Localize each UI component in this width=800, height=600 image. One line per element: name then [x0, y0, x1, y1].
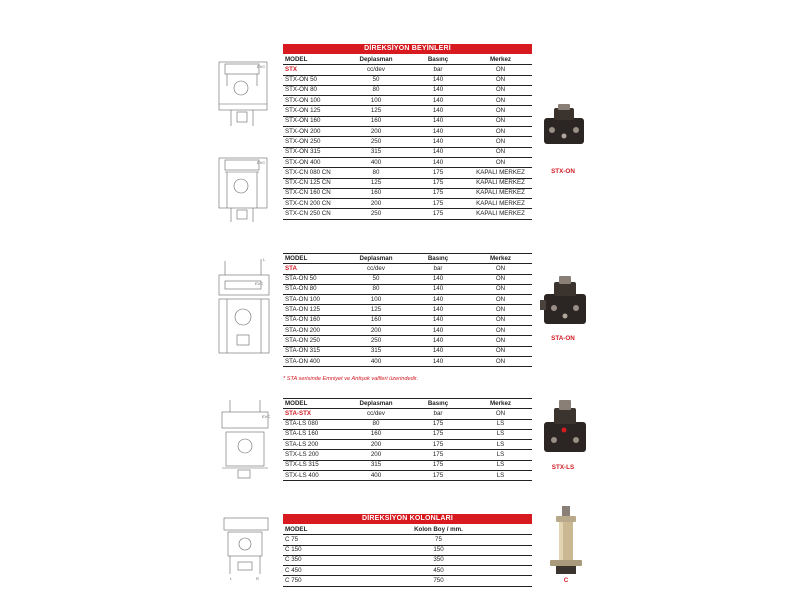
table-row — [283, 326, 532, 336]
cell-center: LS — [469, 471, 532, 481]
cell-center: LS — [469, 460, 532, 470]
cell-model: C 450 — [283, 566, 345, 576]
table-row — [283, 157, 532, 167]
cell-displacement: 315 — [345, 460, 407, 470]
product-caption-stx-ls: STX-LS — [551, 464, 575, 471]
table-header-row — [283, 254, 532, 264]
schematic-sta-stx-ls — [218, 398, 273, 483]
table-row — [283, 295, 532, 305]
cell-pressure: 175 — [407, 450, 469, 460]
series-name: STA-STX — [283, 409, 345, 419]
table-row — [283, 566, 532, 576]
cell-pressure: 140 — [407, 305, 469, 315]
cell-center: ON — [469, 336, 532, 346]
col-header-center: Merkez — [469, 55, 532, 65]
cell-pressure: 140 — [407, 346, 469, 356]
table-stx — [283, 55, 532, 220]
cell-pressure: 175 — [407, 429, 469, 439]
cell-displacement: 160 — [345, 429, 407, 439]
series-unit-displacement: cc/dev — [345, 264, 407, 274]
table-row — [283, 199, 532, 209]
cell-pressure: 140 — [407, 106, 469, 116]
cell-displacement: 400 — [345, 356, 407, 366]
table-header-row — [283, 55, 532, 65]
cell-pressure: 175 — [407, 440, 469, 450]
cell-displacement: 200 — [345, 450, 407, 460]
cell-column-length: 350 — [345, 555, 532, 565]
table-row — [283, 116, 532, 126]
schematic-label: L — [263, 257, 266, 262]
cell-center: LS — [469, 429, 532, 439]
cell-model: C 75 — [283, 535, 345, 545]
cell-displacement: 125 — [345, 305, 407, 315]
table-row — [283, 305, 532, 315]
table-row — [283, 178, 532, 188]
cell-model: STX-ON 160 — [283, 116, 345, 126]
cell-displacement: 100 — [345, 295, 407, 305]
cell-center: KAPALI MERKEZ — [469, 188, 532, 198]
schematic-sta-on — [215, 255, 275, 365]
product-photo-sta-on — [540, 276, 590, 328]
cell-pressure: 140 — [407, 284, 469, 294]
cell-pressure: 140 — [407, 157, 469, 167]
col-header-model: MODEL — [283, 525, 345, 535]
table-row — [283, 336, 532, 346]
col-header-displacement: Deplasman — [345, 254, 407, 264]
cell-pressure: 175 — [407, 209, 469, 219]
cell-center: KAPALI MERKEZ — [469, 199, 532, 209]
cell-model: STA-ON 400 — [283, 356, 345, 366]
cell-model: STX-LS 315 — [283, 460, 345, 470]
cell-displacement: 250 — [345, 137, 407, 147]
table-row — [283, 460, 532, 470]
cell-center: LS — [469, 450, 532, 460]
cell-model: STA-ON 315 — [283, 346, 345, 356]
cell-model: STA-ON 80 — [283, 284, 345, 294]
series-unit-displacement: cc/dev — [345, 409, 407, 419]
table-row — [283, 96, 532, 106]
schematic-stx-on-1 — [215, 56, 270, 131]
col-header-center: Merkez — [469, 399, 532, 409]
cell-pressure: 140 — [407, 127, 469, 137]
cell-center: ON — [469, 147, 532, 157]
series-name: STA — [283, 264, 345, 274]
series-unit-displacement: cc/dev — [345, 65, 407, 75]
cell-model: STA-ON 160 — [283, 315, 345, 325]
cell-center: LS — [469, 440, 532, 450]
cell-displacement: 160 — [345, 188, 407, 198]
table-row — [283, 188, 532, 198]
cell-displacement: 315 — [345, 346, 407, 356]
table-row — [283, 555, 532, 565]
cell-displacement: 250 — [345, 209, 407, 219]
cell-center: KAPALI MERKEZ — [469, 168, 532, 178]
cell-model: STX-ON 400 — [283, 157, 345, 167]
cell-displacement: 200 — [345, 326, 407, 336]
cell-pressure: 140 — [407, 295, 469, 305]
cell-model: STA-LS 080 — [283, 419, 345, 429]
cell-pressure: 140 — [407, 336, 469, 346]
cell-displacement: 200 — [345, 127, 407, 137]
col-header-pressure: Basınç — [407, 55, 469, 65]
cell-displacement: 80 — [345, 168, 407, 178]
section-title-steering-columns: DİREKSİYON KOLONLARI — [283, 514, 532, 524]
table-row — [283, 346, 532, 356]
cell-model: STX-ON 315 — [283, 147, 345, 157]
cell-pressure: 140 — [407, 315, 469, 325]
cell-model: STA-LS 200 — [283, 440, 345, 450]
schematic-label: EVC — [255, 281, 264, 286]
cell-displacement: 50 — [345, 274, 407, 284]
product-caption-column-c: C — [563, 577, 569, 584]
cell-displacement: 50 — [345, 75, 407, 85]
series-name: STX — [283, 65, 345, 75]
cell-center: KAPALI MERKEZ — [469, 209, 532, 219]
schematic-steering-column — [218, 514, 273, 582]
table-sta — [283, 253, 532, 367]
cell-center: ON — [469, 346, 532, 356]
cell-column-length: 450 — [345, 566, 532, 576]
cell-model: STA-ON 100 — [283, 295, 345, 305]
col-header-center: Merkez — [469, 254, 532, 264]
cell-model: STX-CN 250 CN — [283, 209, 345, 219]
cell-displacement: 160 — [345, 116, 407, 126]
section-title-steering-units: DİREKSİYON BEYİNLERİ — [283, 44, 532, 54]
schematic-label: L — [230, 576, 233, 581]
table-row — [283, 440, 532, 450]
product-caption-sta-on: STA-ON — [551, 335, 575, 342]
cell-center: ON — [469, 274, 532, 284]
cell-pressure: 140 — [407, 85, 469, 95]
cell-model: STX-ON 125 — [283, 106, 345, 116]
cell-center: ON — [469, 116, 532, 126]
cell-center: KAPALI MERKEZ — [469, 178, 532, 188]
table-row — [283, 284, 532, 294]
table-row — [283, 85, 532, 95]
series-unit-pressure: bar — [407, 409, 469, 419]
col-header-pressure: Basınç — [407, 399, 469, 409]
schematic-label: EVC — [257, 64, 266, 69]
table-row — [283, 274, 532, 284]
cell-model: STA-ON 50 — [283, 274, 345, 284]
cell-model: STA-LS 160 — [283, 429, 345, 439]
cell-displacement: 400 — [345, 157, 407, 167]
cell-model: STX-ON 250 — [283, 137, 345, 147]
cell-center: ON — [469, 75, 532, 85]
cell-pressure: 175 — [407, 199, 469, 209]
cell-column-length: 150 — [345, 545, 532, 555]
cell-model: STX-LS 200 — [283, 450, 345, 460]
cell-center: ON — [469, 106, 532, 116]
table-header-row — [283, 399, 532, 409]
cell-model: STX-ON 80 — [283, 85, 345, 95]
cell-displacement: 315 — [345, 147, 407, 157]
product-photo-stx-on — [540, 104, 590, 148]
series-row — [283, 264, 532, 274]
table-row — [283, 429, 532, 439]
cell-center: ON — [469, 157, 532, 167]
cell-center: ON — [469, 305, 532, 315]
cell-column-length: 75 — [345, 535, 532, 545]
table-row — [283, 356, 532, 366]
cell-center: LS — [469, 419, 532, 429]
table-row — [283, 106, 532, 116]
cell-pressure: 140 — [407, 75, 469, 85]
series-row — [283, 409, 532, 419]
product-photo-column-c — [546, 506, 586, 576]
cell-model: C 150 — [283, 545, 345, 555]
col-header-model: MODEL — [283, 399, 345, 409]
table-sta-stx-ls — [283, 398, 532, 481]
cell-pressure: 175 — [407, 188, 469, 198]
cell-model: STX-LS 400 — [283, 471, 345, 481]
cell-model: STA-ON 250 — [283, 336, 345, 346]
series-unit-pressure: bar — [407, 65, 469, 75]
cell-displacement: 125 — [345, 106, 407, 116]
cell-center: ON — [469, 85, 532, 95]
cell-displacement: 100 — [345, 96, 407, 106]
cell-model: STX-ON 100 — [283, 96, 345, 106]
series-unit-pressure: bar — [407, 264, 469, 274]
cell-displacement: 80 — [345, 419, 407, 429]
table-row — [283, 450, 532, 460]
table-row — [283, 315, 532, 325]
cell-pressure: 140 — [407, 96, 469, 106]
table-row — [283, 576, 532, 586]
col-header-pressure: Basınç — [407, 254, 469, 264]
table-row — [283, 168, 532, 178]
cell-pressure: 140 — [407, 274, 469, 284]
cell-model: STX-CN 080 CN — [283, 168, 345, 178]
series-unit-center: ON — [469, 264, 532, 274]
cell-pressure: 175 — [407, 168, 469, 178]
col-header-model: MODEL — [283, 254, 345, 264]
cell-model: STX-ON 200 — [283, 127, 345, 137]
table-row — [283, 75, 532, 85]
cell-pressure: 175 — [407, 178, 469, 188]
product-photo-stx-ls — [540, 400, 590, 456]
series-row — [283, 65, 532, 75]
cell-displacement: 125 — [345, 178, 407, 188]
cell-displacement: 160 — [345, 315, 407, 325]
table-row — [283, 209, 532, 219]
cell-displacement: 200 — [345, 199, 407, 209]
cell-pressure: 140 — [407, 356, 469, 366]
col-header-model: MODEL — [283, 55, 345, 65]
sta-series-note: * STA serisinde Emniyet ve Antişok valfleri üzerindedir. — [283, 376, 419, 382]
table-row — [283, 545, 532, 555]
cell-center: ON — [469, 284, 532, 294]
table-row — [283, 535, 532, 545]
table-row — [283, 419, 532, 429]
table-row — [283, 137, 532, 147]
cell-center: ON — [469, 315, 532, 325]
cell-center: ON — [469, 356, 532, 366]
cell-displacement: 200 — [345, 440, 407, 450]
table-row — [283, 147, 532, 157]
cell-displacement: 400 — [345, 471, 407, 481]
cell-displacement: 80 — [345, 284, 407, 294]
cell-model: C 350 — [283, 555, 345, 565]
schematic-label: EVC — [262, 414, 271, 419]
cell-model: STX-CN 160 CN — [283, 188, 345, 198]
cell-model: STA-ON 125 — [283, 305, 345, 315]
cell-pressure: 175 — [407, 419, 469, 429]
series-unit-center: ON — [469, 409, 532, 419]
cell-column-length: 750 — [345, 576, 532, 586]
col-header-displacement: Deplasman — [345, 55, 407, 65]
cell-model: STX-ON 50 — [283, 75, 345, 85]
cell-pressure: 140 — [407, 326, 469, 336]
schematic-label: EVC — [257, 160, 266, 165]
schematic-label: R — [256, 576, 259, 581]
cell-displacement: 80 — [345, 85, 407, 95]
series-unit-center: ON — [469, 65, 532, 75]
cell-pressure: 175 — [407, 471, 469, 481]
cell-center: ON — [469, 326, 532, 336]
cell-center: ON — [469, 295, 532, 305]
table-row — [283, 471, 532, 481]
cell-pressure: 140 — [407, 137, 469, 147]
cell-model: STA-ON 200 — [283, 326, 345, 336]
table-row — [283, 127, 532, 137]
product-caption-stx-on: STX-ON — [551, 168, 575, 175]
cell-model: STX-CN 125 CN — [283, 178, 345, 188]
cell-model: C 750 — [283, 576, 345, 586]
cell-pressure: 175 — [407, 460, 469, 470]
cell-center: ON — [469, 96, 532, 106]
col-header-column-length: Kolon Boy / mm. — [345, 525, 532, 535]
table-columns — [283, 525, 532, 587]
schematic-stx-cn-1 — [215, 152, 270, 227]
cell-pressure: 140 — [407, 147, 469, 157]
cell-displacement: 250 — [345, 336, 407, 346]
cell-center: ON — [469, 127, 532, 137]
table-header-row — [283, 525, 532, 535]
col-header-displacement: Deplasman — [345, 399, 407, 409]
cell-center: ON — [469, 137, 532, 147]
cell-model: STX-CN 200 CN — [283, 199, 345, 209]
cell-pressure: 140 — [407, 116, 469, 126]
